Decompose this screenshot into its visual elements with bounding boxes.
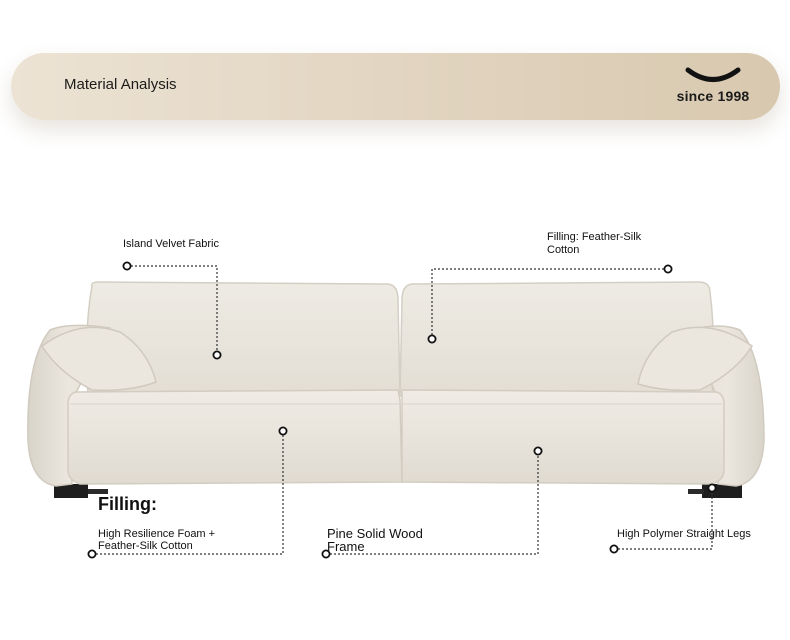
label-legs: High Polymer Straight Legs [617,528,751,540]
right-leg-foot [688,489,704,494]
label-frame-line2: Frame [327,539,365,554]
label-fabric: Island Velvet Fabric [123,238,219,250]
brand-tagline: since 1998 [676,88,750,104]
label-filling-seat-line1: High Resilience Foam + [98,528,216,540]
label-filling-back-line2: Cotton [547,244,580,256]
label-filling-seat-line2: Feather-Silk Cotton [98,540,193,552]
page-title: Material Analysis [64,76,177,93]
label-filling-back-line1: Filling: Feather-Silk [547,231,642,243]
label-frame-line1: Pine Solid Wood [327,526,423,541]
label-filling-heading: Filling: [98,494,157,514]
